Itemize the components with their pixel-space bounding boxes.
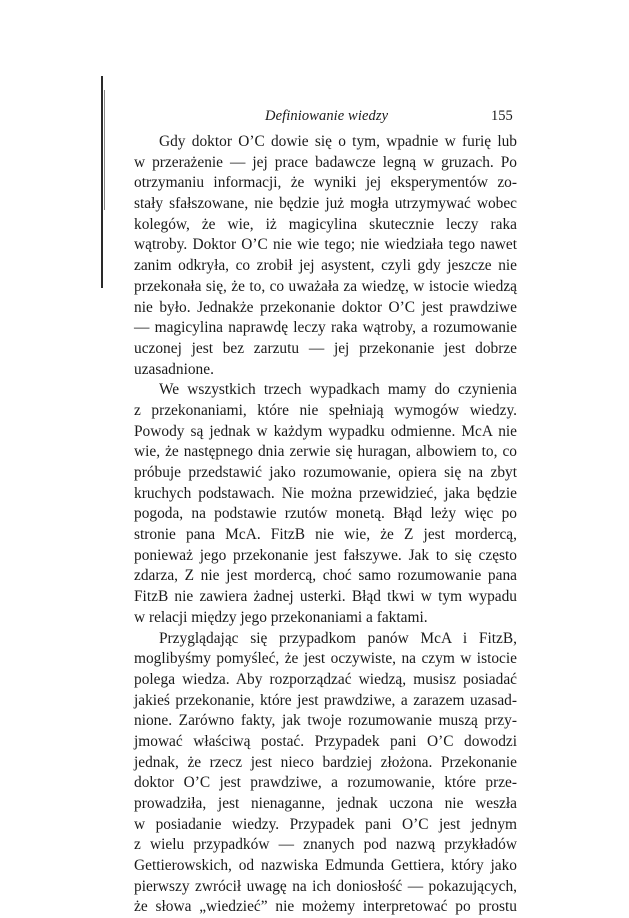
text-line: FitzB nie zawiera żadnej usterki. Błąd tkwi w tym wypadu <box>134 588 517 606</box>
running-title: Definiowanie wiedzy <box>265 108 389 124</box>
text-line: Gettierowskich, od nazwiska Edmunda Gettiera, który jako <box>134 857 517 875</box>
text-line: Powody są jednak w każdym wypadku odmienne. McA nie <box>134 422 517 440</box>
text-line: pogoda, na podstawie rzutów monetą. Błąd leży więc po <box>134 505 517 523</box>
text-line: przekonała się, że to, co uważała za wiedzę, w istocie wiedzą <box>134 277 517 295</box>
text-line: prowadziła, jest nienaganne, jednak uczona nie weszła <box>134 795 517 812</box>
text-line: stały sfałszowane, nie będzie już mogła utrzymywać wobec <box>134 195 517 213</box>
text-line: z wielu przypadków — znanych pod nazwą przykładów <box>134 836 517 854</box>
text-line: nione. Zarówno fakty, jak twoje rozumowanie muszą przy- <box>134 712 517 730</box>
text-line: polega wiedza. Aby rozporządzać wiedzą, musisz posiadać <box>134 670 517 688</box>
margin-scan-mark-secondary <box>104 90 105 210</box>
text-line: jakieś przekonanie, które jest prawdziwe, a zarazem uzasad- <box>134 691 517 709</box>
page-number: 155 <box>491 108 513 124</box>
text-line: doktor O’C jest prawdziwe, a rozumowanie, które prze- <box>134 774 517 792</box>
text-line: — magicylina naprawdę leczy raka wątroby, a rozumowanie <box>134 319 517 337</box>
body-text <box>134 132 517 918</box>
text-line: We wszystkich trzech wypadkach mamy do czynienia <box>159 381 517 399</box>
text-line: wie, że następnego dnia zerwie się huragan, albowiem to, co <box>134 443 517 461</box>
text-line: że słowa „wiedzieć” nie możemy interpretować po prostu <box>134 898 517 916</box>
text-line: kolegów, że wie, iż magicylina skutecznie leczy raka <box>134 215 517 233</box>
text-line: jmować właściwą postać. Przypadek pani O’C dowodzi <box>134 732 517 750</box>
text-line: nie było. Jednakże przekonanie doktor O’C jest prawdziwe <box>134 298 517 316</box>
text-line: ponieważ jego przekonanie jest fałszywe. Jak to się często <box>134 546 517 564</box>
text-line: kruchych podstawach. Nie można przewidzieć, jaka będzie <box>134 484 517 502</box>
text-line: z przekonaniami, które nie spełniają wymogów wiedzy. <box>134 401 517 419</box>
text-line: w posiadanie wiedzy. Przypadek pani O’C jest jednym <box>134 815 517 833</box>
text-line: moglibyśmy pomyśleć, że jest oczywiste, na czym w istocie <box>134 650 517 668</box>
text-line: w relacji między jego przekonaniami a faktami. <box>134 608 428 626</box>
text-line: pierwszy zwrócił uwagę na ich doniosłość — pokazujących, <box>134 877 517 895</box>
text-line: wątroby. Doktor O’C nie wie tego; nie wiedziała tego nawet <box>134 236 517 254</box>
text-line: stronie pana McA. FitzB nie wie, że Z jest mordercą, <box>134 526 517 544</box>
text-line: próbuje przedstawić jako rozumowanie, opiera się na zbyt <box>134 464 517 481</box>
text-line: zanim odkryła, co zrobił jej asystent, czyli gdy jeszcze nie <box>134 257 517 275</box>
text-line: uczonej jest bez zarzutu — jej przekonanie jest dobrze <box>134 339 517 357</box>
text-line: uzasadnione. <box>134 360 214 378</box>
text-line: jednak, że rzecz jest nieco bardziej złożona. Przekonanie <box>134 753 517 771</box>
text-line: Gdy doktor O’C dowie się o tym, wpadnie w furię lub <box>159 133 517 150</box>
text-line: zdarza, Z nie jest mordercą, choć samo rozumowanie pana <box>134 567 517 585</box>
text-line: w przerażenie — jej prace badawcze legną w gruzach. Po <box>134 153 517 171</box>
text-line: otrzymaniu informacji, że wyniki jej eksperymentów zo- <box>134 174 517 192</box>
text-line: Przyglądając się przypadkom panów McA i FitzB, <box>159 629 517 647</box>
margin-scan-mark <box>101 76 103 288</box>
